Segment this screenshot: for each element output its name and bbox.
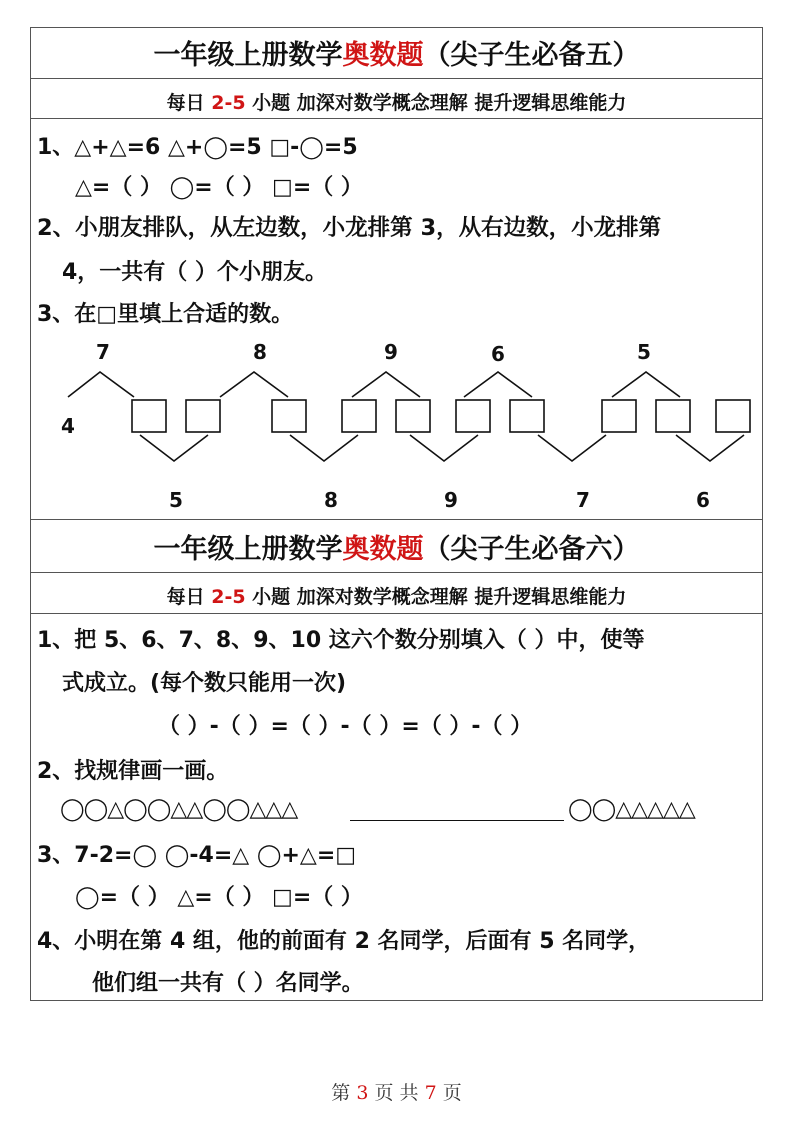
answer-box bbox=[716, 400, 750, 432]
diagram-bottom-number: 9 bbox=[444, 488, 458, 512]
answer-box bbox=[602, 400, 636, 432]
subtitle-text: 每日 bbox=[166, 586, 212, 608]
diagram-top-number: 7 bbox=[96, 340, 110, 364]
title-highlight: 奥数题 bbox=[342, 534, 424, 565]
title-text: （尖子生必备五） bbox=[423, 40, 640, 71]
subtitle-highlight: 2-5 bbox=[211, 586, 246, 608]
subtitle-text: 小题 加深对数学概念理解 提升逻辑思维能力 bbox=[245, 92, 627, 114]
title-text: 一年级上册数学 bbox=[153, 40, 343, 71]
footer-text: 页 共 bbox=[368, 1082, 425, 1104]
answer-box bbox=[272, 400, 306, 432]
subtitle-highlight: 2-5 bbox=[211, 92, 246, 114]
s2-q4-line1: 4、小明在第 4 组，他的前面有 2 名同学，后面有 5 名同学， bbox=[37, 929, 651, 954]
pattern-answer-blank[interactable] bbox=[350, 820, 564, 821]
section2-title bbox=[30, 527, 763, 566]
s1-q1-line1: 1、△+△=6 △+◯=5 □-◯=5 bbox=[37, 135, 358, 160]
s2-q4-line2: 他们组一共有（ ）名同学。 bbox=[92, 971, 364, 996]
total-page-number: 7 bbox=[424, 1082, 437, 1104]
s2-q2-line1: 2、找规律画一画。 bbox=[37, 759, 229, 784]
diagram-top-number: 9 bbox=[384, 340, 398, 364]
s2-q3-line1: 3、7-2=◯ ◯-4=△ ◯+△=□ bbox=[37, 843, 357, 868]
answer-box bbox=[132, 400, 166, 432]
s2-q3-line2: ◯=（ ） △=（ ） □=（ ） bbox=[75, 885, 363, 910]
s2-q1-line3: （ ）-（ ）=（ ）-（ ）=（ ）-（ ） bbox=[158, 714, 533, 739]
s1-q1-line2: △=（ ） ◯=（ ） □=（ ） bbox=[75, 175, 363, 200]
diagram-bottom-number: 6 bbox=[696, 488, 710, 512]
subtitle-text: 小题 加深对数学概念理解 提升逻辑思维能力 bbox=[245, 586, 627, 608]
title-highlight: 奥数题 bbox=[342, 40, 424, 71]
section1-subtitle bbox=[30, 88, 763, 115]
s1-q3-line1: 3、在□里填上合适的数。 bbox=[37, 302, 294, 327]
diagram-bottom-number: 5 bbox=[169, 488, 183, 512]
section1-title bbox=[30, 33, 763, 72]
number-bond-diagram bbox=[30, 335, 763, 485]
s1-q2-line1: 2、小朋友排队，从左边数，小龙排第 3，从右边数，小龙排第 bbox=[37, 215, 662, 241]
divider bbox=[30, 118, 763, 119]
diagram-top-number: 6 bbox=[491, 342, 505, 366]
footer-text: 页 bbox=[436, 1082, 462, 1104]
s2-q1-line2: 式成立。(每个数只能用一次) bbox=[62, 671, 347, 696]
answer-box bbox=[342, 400, 376, 432]
answer-box bbox=[656, 400, 690, 432]
section2-subtitle bbox=[30, 582, 763, 609]
divider bbox=[30, 613, 763, 614]
divider bbox=[30, 78, 763, 79]
footer-text: 第 bbox=[331, 1082, 357, 1104]
answer-box bbox=[510, 400, 544, 432]
diagram-top-number: 8 bbox=[253, 340, 267, 364]
answer-box bbox=[186, 400, 220, 432]
s1-q2-line2: 4，一共有（ ）个小朋友。 bbox=[62, 260, 327, 285]
diagram-left-number: 4 bbox=[61, 414, 75, 438]
divider bbox=[30, 572, 763, 573]
answer-box bbox=[396, 400, 430, 432]
diagram-bottom-number: 7 bbox=[576, 488, 590, 512]
subtitle-text: 每日 bbox=[166, 92, 212, 114]
divider bbox=[30, 519, 763, 520]
title-text: 一年级上册数学 bbox=[153, 534, 343, 565]
diagram-bottom-number: 8 bbox=[324, 488, 338, 512]
title-text: （尖子生必备六） bbox=[423, 534, 640, 565]
current-page-number: 3 bbox=[356, 1082, 369, 1104]
s2-q1-line1: 1、把 5、6、7、8、9、10 这六个数分别填入（ ）中，使等 bbox=[37, 628, 645, 653]
s2-q2-pattern-right: ◯◯△△△△△ bbox=[568, 797, 695, 822]
diagram-top-number: 5 bbox=[637, 340, 651, 364]
s2-q2-pattern-left: ◯◯△◯◯△△◯◯△△△ bbox=[60, 797, 298, 822]
page-footer bbox=[0, 1078, 793, 1105]
answer-box bbox=[456, 400, 490, 432]
